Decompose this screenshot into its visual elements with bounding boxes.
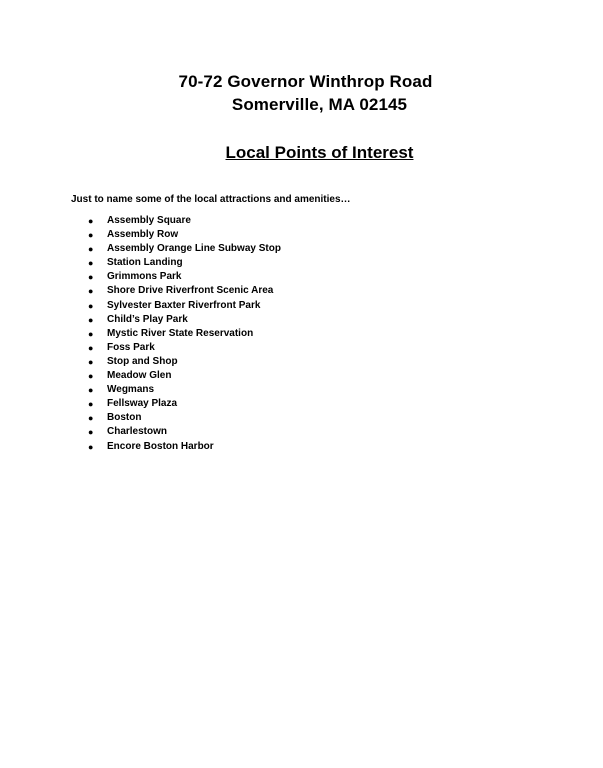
bullet-icon: ● <box>88 427 94 438</box>
bullet-icon: ● <box>88 216 94 226</box>
bullet-icon: ● <box>88 399 94 410</box>
list-item-label: Child’s Play Park <box>107 313 188 325</box>
bullet-icon: ● <box>88 342 94 353</box>
bullet-icon: ● <box>88 258 94 269</box>
bullet-icon: ● <box>88 286 94 297</box>
bullet-icon: ● <box>88 244 94 255</box>
list-item-label: Foss Park <box>107 341 155 353</box>
list-item-label: Assembly Row <box>107 229 179 241</box>
list-item-label: Encore Boston Harbor <box>107 440 214 452</box>
list-item-label: Sylvester Baxter Riverfront Park <box>107 299 261 311</box>
bullet-icon: ● <box>88 328 94 339</box>
bullet-icon: ● <box>88 441 94 452</box>
list-item-label: Charlestown <box>107 426 168 438</box>
list-item-label: Grimmons Park <box>107 271 182 283</box>
list-item-label: Stop and Shop <box>107 355 178 367</box>
list-item-label: Boston <box>107 412 142 424</box>
list-item-label: Wegmans <box>107 384 155 396</box>
bullet-icon: ● <box>88 413 94 424</box>
bullet-icon: ● <box>88 371 94 382</box>
section-title: Local Points of Interest <box>225 143 414 162</box>
bullet-icon: ● <box>88 272 94 283</box>
list-item-label: Mystic River State Reservation <box>107 327 254 339</box>
list-item-label: Assembly Orange Line Subway Stop <box>107 243 281 255</box>
address-line-2: Somerville, MA 02145 <box>231 95 408 114</box>
list-item-label: Fellsway Plaza <box>107 398 178 410</box>
list-item-label: Meadow Glen <box>107 370 172 382</box>
list-item-label: Station Landing <box>107 257 183 269</box>
list-item-label: Shore Drive Riverfront Scenic Area <box>107 285 274 297</box>
bullet-icon: ● <box>88 230 94 241</box>
bullet-icon: ● <box>88 314 94 325</box>
bullet-icon: ● <box>88 300 94 311</box>
intro-text: Just to name some of the local attractions and amenities… <box>71 194 351 205</box>
bullet-icon: ● <box>88 385 94 396</box>
list-item-label: Assembly Square <box>107 215 191 226</box>
address-line-1: 70-72 Governor Winthrop Road <box>178 72 433 91</box>
bullet-icon: ● <box>88 356 94 367</box>
